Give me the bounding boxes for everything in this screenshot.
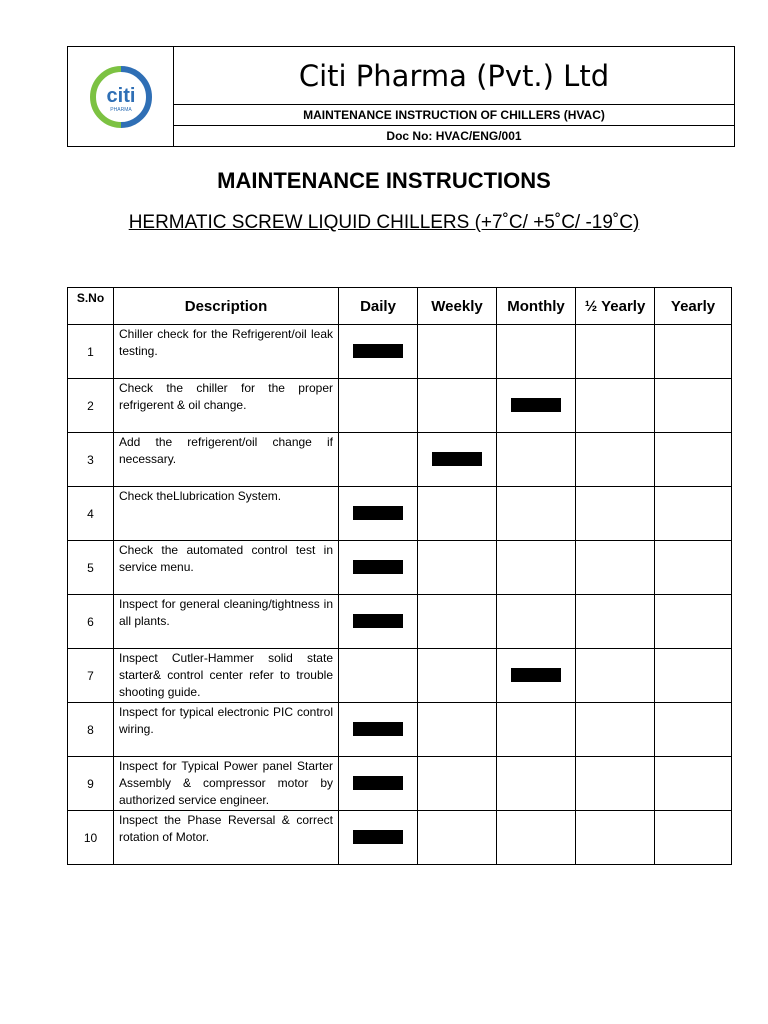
page-subtitle-text: HERMATIC SCREW LIQUID CHILLERS (+7˚C/ +5˚C/ -19˚C) <box>128 212 640 233</box>
freq-cell-daily <box>339 379 418 433</box>
header-right <box>174 47 734 146</box>
freq-cell-monthly <box>497 541 576 595</box>
row-sno: 3 <box>68 433 114 487</box>
row-description: Check theLlubrication System. <box>114 487 339 541</box>
maintenance-schedule-table <box>67 287 732 865</box>
freq-cell-yearly <box>655 757 732 811</box>
header-half-yearly: ½ Yearly <box>576 288 655 325</box>
row-sno: 1 <box>68 325 114 379</box>
header-weekly: Weekly <box>418 288 497 325</box>
freq-cell-monthly <box>497 649 576 703</box>
table-row <box>68 433 732 487</box>
company-name: Citi Pharma (Pvt.) Ltd <box>174 47 734 105</box>
row-description: Check the chiller for the proper refrigerent & oil change. <box>114 379 339 433</box>
freq-cell-daily <box>339 487 418 541</box>
freq-cell-half-yearly <box>576 703 655 757</box>
freq-cell-half-yearly <box>576 541 655 595</box>
freq-cell-half-yearly <box>576 325 655 379</box>
logo-tag: PHARMA <box>109 106 132 113</box>
header-sno: S.No <box>68 288 114 325</box>
freq-cell-monthly <box>497 379 576 433</box>
freq-cell-half-yearly <box>576 595 655 649</box>
logo-text: citi <box>106 84 135 107</box>
header-daily: Daily <box>339 288 418 325</box>
table-row <box>68 541 732 595</box>
frequency-mark <box>353 722 403 736</box>
freq-cell-daily <box>339 649 418 703</box>
freq-cell-half-yearly <box>576 757 655 811</box>
freq-cell-weekly <box>418 703 497 757</box>
table-row <box>68 649 732 703</box>
row-description: Inspect Cutler-Hammer solid state starter& control center refer to trouble shooting guide. <box>114 649 339 703</box>
freq-cell-monthly <box>497 811 576 865</box>
frequency-mark <box>511 398 561 412</box>
row-sno: 10 <box>68 811 114 865</box>
freq-cell-monthly <box>497 325 576 379</box>
row-description: Inspect the Phase Reversal & correct rotation of Motor. <box>114 811 339 865</box>
freq-cell-daily <box>339 325 418 379</box>
freq-cell-daily <box>339 433 418 487</box>
frequency-mark <box>353 506 403 520</box>
freq-cell-weekly <box>418 379 497 433</box>
freq-cell-weekly <box>418 487 497 541</box>
freq-cell-yearly <box>655 433 732 487</box>
header-monthly: Monthly <box>497 288 576 325</box>
table-header-row <box>68 288 732 325</box>
freq-cell-yearly <box>655 595 732 649</box>
freq-cell-half-yearly <box>576 811 655 865</box>
freq-cell-weekly <box>418 595 497 649</box>
frequency-mark <box>353 614 403 628</box>
freq-cell-monthly <box>497 703 576 757</box>
frequency-mark <box>353 344 403 358</box>
row-sno: 8 <box>68 703 114 757</box>
table-row <box>68 703 732 757</box>
frequency-mark <box>432 452 482 466</box>
page-title: MAINTENANCE INSTRUCTIONS <box>217 168 551 193</box>
document-header <box>67 46 735 147</box>
row-sno: 5 <box>68 541 114 595</box>
freq-cell-yearly <box>655 379 732 433</box>
header-description: Description <box>114 288 339 325</box>
freq-cell-daily <box>339 811 418 865</box>
row-description: Inspect for general cleaning/tightness in all plants. <box>114 595 339 649</box>
freq-cell-half-yearly <box>576 487 655 541</box>
freq-cell-monthly <box>497 757 576 811</box>
page-subtitle <box>0 212 768 234</box>
frequency-mark <box>353 776 403 790</box>
freq-cell-daily <box>339 703 418 757</box>
doc-number: Doc No: HVAC/ENG/001 <box>386 129 522 143</box>
freq-cell-half-yearly <box>576 379 655 433</box>
table-row <box>68 757 732 811</box>
header-yearly: Yearly <box>655 288 732 325</box>
row-description: Inspect for Typical Power panel Starter Assembly & compressor motor by authorized service engineer. <box>114 757 339 811</box>
table-row <box>68 811 732 865</box>
freq-cell-weekly <box>418 649 497 703</box>
freq-cell-yearly <box>655 487 732 541</box>
row-description: Add the refrigerent/oil change if necessary. <box>114 433 339 487</box>
row-sno: 6 <box>68 595 114 649</box>
row-description: Check the automated control test in service menu. <box>114 541 339 595</box>
freq-cell-yearly <box>655 811 732 865</box>
freq-cell-daily <box>339 757 418 811</box>
doc-subtitle: MAINTENANCE INSTRUCTION OF CHILLERS (HVAC) <box>174 105 734 126</box>
freq-cell-monthly <box>497 487 576 541</box>
freq-cell-yearly <box>655 325 732 379</box>
table-row <box>68 487 732 541</box>
frequency-mark <box>353 830 403 844</box>
freq-cell-half-yearly <box>576 433 655 487</box>
frequency-mark <box>511 668 561 682</box>
freq-cell-yearly <box>655 649 732 703</box>
table-row <box>68 325 732 379</box>
company-logo <box>88 64 154 130</box>
logo-cell <box>68 47 174 146</box>
freq-cell-monthly <box>497 433 576 487</box>
freq-cell-yearly <box>655 703 732 757</box>
freq-cell-weekly <box>418 811 497 865</box>
freq-cell-weekly <box>418 757 497 811</box>
freq-cell-half-yearly <box>576 649 655 703</box>
freq-cell-weekly <box>418 325 497 379</box>
freq-cell-weekly <box>418 541 497 595</box>
table-row <box>68 379 732 433</box>
table-row <box>68 595 732 649</box>
freq-cell-monthly <box>497 595 576 649</box>
row-sno: 9 <box>68 757 114 811</box>
freq-cell-weekly <box>418 433 497 487</box>
row-sno: 7 <box>68 649 114 703</box>
freq-cell-daily <box>339 541 418 595</box>
row-description: Chiller check for the Refrigerent/oil leak testing. <box>114 325 339 379</box>
row-sno: 2 <box>68 379 114 433</box>
frequency-mark <box>353 560 403 574</box>
row-description: Inspect for typical electronic PIC control wiring. <box>114 703 339 757</box>
freq-cell-daily <box>339 595 418 649</box>
freq-cell-yearly <box>655 541 732 595</box>
row-sno: 4 <box>68 487 114 541</box>
